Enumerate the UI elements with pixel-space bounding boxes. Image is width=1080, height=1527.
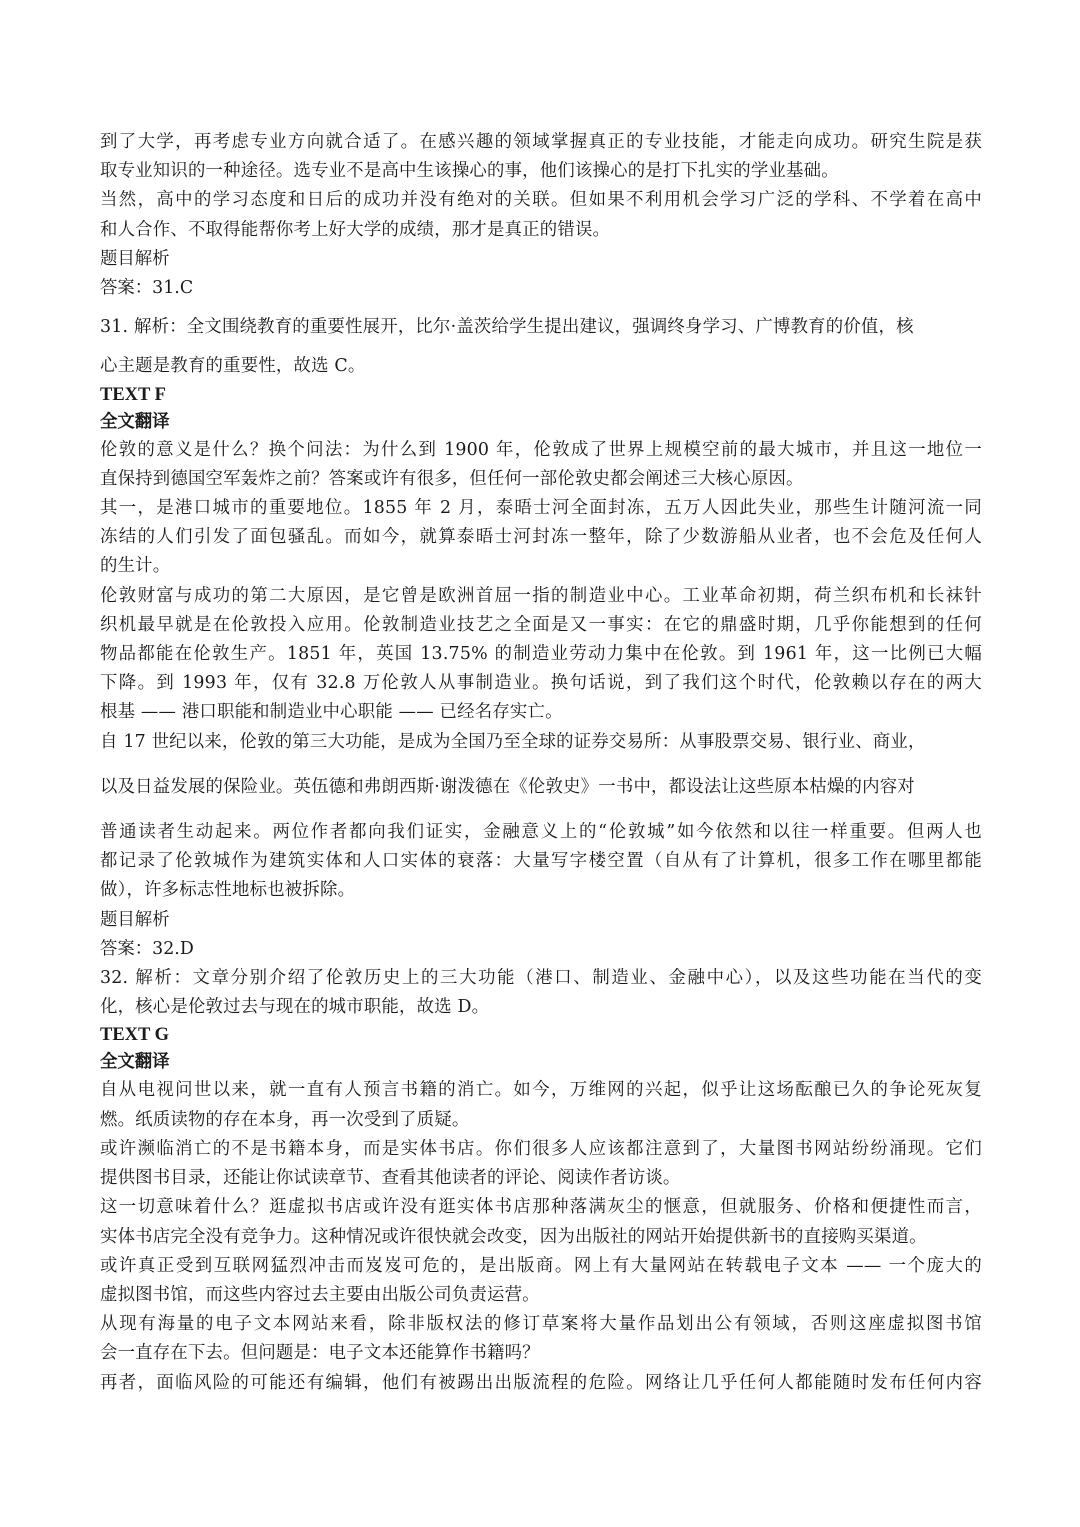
text-line: 自从电视问世以来，就一直有人预言书籍的消亡。如今，万维网的兴起，似乎让这场酝酿已久的争论死灰复 [100,1080,982,1101]
text-line: 当然，高中的学习态度和日后的成功并没有绝对的关联。但如果不利用机会学习广泛的学科、不学着在高中 [100,190,982,211]
text-line: 燃。纸质读物的存在本身，再一次受到了质疑。 [100,1109,470,1130]
text-line: 织机最早就是在伦敦投入应用。伦敦制造业技艺之全面是又一事实：在它的鼎盛时期，几乎你能想到的任何 [100,614,982,635]
text-line: 心主题是教育的重要性，故选 C。 [100,356,366,377]
document-page [100,128,982,1398]
text-line: 31. 解析：全文围绕教育的重要性展开，比尔·盖茨给学生提出建议，强调终身学习、广博教育的价值，核 [100,317,914,338]
text-line: 普通读者生动起来。两位作者都向我们证实，金融意义上的“伦敦城”如今依然和以往一样重要。但两人也 [100,822,982,843]
paragraph [100,818,982,906]
paragraph [100,436,982,494]
text-line: 做），许多标志性地标也被拆除。 [100,880,356,901]
text-line: 下降。到 1993 年，仅有 32.8 万伦敦人从事制造业。换句话说，到了我们这个时代，伦敦赖以存在的两大 [100,673,982,694]
text-line: 这一切意味着什么？逛虚拟书店或许没有逛实体书店那种落满灰尘的惬意，但就服务、价格和便捷性而言， [100,1197,982,1218]
paragraph [100,128,982,186]
paragraph [100,186,982,244]
paragraph [100,1310,982,1368]
text-line: 伦敦的意义是什么？换个问法：为什么到 1900 年，伦敦成了世界上规模空前的最大城市，并且这一地位一 [100,439,982,460]
text-line: 提供图书目录，还能让你试读章节、查看其他读者的评论、阅读作者访谈。 [100,1168,681,1189]
text-line: 的生计。 [100,556,171,577]
spacer [100,757,982,773]
paragraph [100,773,982,802]
paragraph [100,1369,982,1398]
spacer [100,802,982,818]
paragraph [100,1193,982,1251]
text-line: 或许濒临消亡的不是书籍本身，而是实体书店。你们很多人应该都注意到了，大量图书网站纷纷涌现。它们 [100,1138,982,1159]
paragraph [100,1135,982,1193]
text-line: 其一，是港口城市的重要地位。1855 年 2 月，泰晤士河全面封冻，五万人因此失业，那些生计随河流一同 [100,498,982,519]
label-line: 题目解析 [100,248,170,269]
section-heading: TEXT G [100,1025,170,1046]
label-line: 答案：31.C [100,278,194,299]
paragraph [100,582,982,728]
paragraph [100,1252,982,1310]
text-line: 32. 解析：文章分别介绍了伦敦历史上的三大功能（港口、制造业、金融中心），以及这些功能在当代的变 [100,968,982,989]
paragraph [100,964,982,1022]
paragraph [100,728,982,757]
text-line: 以及日益发展的保险业。英伍德和弗朗西斯·谢泼德在《伦敦史》一书中，都设法让这些原本枯燥的内容对 [100,776,915,797]
text-line: 和人合作、不取得能帮你考上好大学的成绩，那才是真正的错误。 [100,219,611,240]
text-line: 直保持到德国空军轰炸之前？答案或许有很多，但任何一部伦敦史都会阐述三大核心原因。 [100,468,804,489]
section-heading: TEXT F [100,384,166,405]
paragraph [100,352,982,381]
text-line: 或许真正受到互联网猛烈冲击而岌岌可危的，是出版商。网上有大量网站在转载电子文本 —— 一个庞大的 [100,1255,982,1276]
text-line: 实体书店完全没有竞争力。这种情况或许很快就会改变，因为出版社的网站开始提供新书的直接购买渠道。 [100,1226,927,1247]
text-line: 再者，面临风险的可能还有编辑，他们有被踢出出版流程的危险。网络让几乎任何人都能随时发布任何内容 [100,1372,982,1393]
text-line: 冻结的人们引发了面包骚乱。而如今，就算泰晤士河封冻一整年，除了少数游船从业者，也不会危及任何人 [100,527,982,548]
text-line: 伦敦财富与成功的第二大原因，是它曾是欧洲首屈一指的制造业中心。工业革命初期，荷兰织布机和长袜针 [100,585,982,606]
text-line: 从现有海量的电子文本网站来看，除非版权法的修订草案将大量作品划出公有领域，否则这座虚拟图书馆 [100,1314,982,1335]
paragraph [100,1076,982,1134]
label-line: 答案：32.D [100,938,194,959]
label-line: 题目解析 [100,909,170,930]
text-line: 都记录了伦敦城作为建筑实体和人口实体的衰落：大量写字楼空置（自从有了计算机，很多工作在哪里都能 [100,851,982,872]
paragraph [100,313,982,342]
text-line: 自 17 世纪以来，伦敦的第三大功能，是成为全国乃至全球的证券交易所：从事股票交易、银行业、商业， [100,731,926,752]
text-line: 取专业知识的一种途径。选专业不是高中生该操心的事，他们该操心的是打下扎实的学业基础。 [100,161,839,182]
section-subheading: 全文翻译 [100,1052,170,1073]
text-line: 物品都能在伦敦生产。1851 年，英国 13.75% 的制造业劳动力集中在伦敦。到 1961 年，这一比例已大幅 [100,644,982,665]
paragraph [100,494,982,582]
text-line: 会一直存在下去。但问题是：电子文本还能算作书籍吗？ [100,1343,540,1364]
section-subheading: 全文翻译 [100,411,170,432]
spacer [100,342,982,352]
text-line: 到了大学，再考虑专业方向就合适了。在感兴趣的领域掌握真正的专业技能，才能走向成功。研究生院是获 [100,132,982,152]
spacer [100,303,982,313]
text-line: 化，核心是伦敦过去与现在的城市职能，故选 D。 [100,997,490,1018]
text-line: 虚拟图书馆，而这些内容过去主要由出版公司负责运营。 [100,1284,540,1305]
text-line: 根基 —— 港口职能和制造业中心职能 —— 已经名存实亡。 [100,702,563,723]
